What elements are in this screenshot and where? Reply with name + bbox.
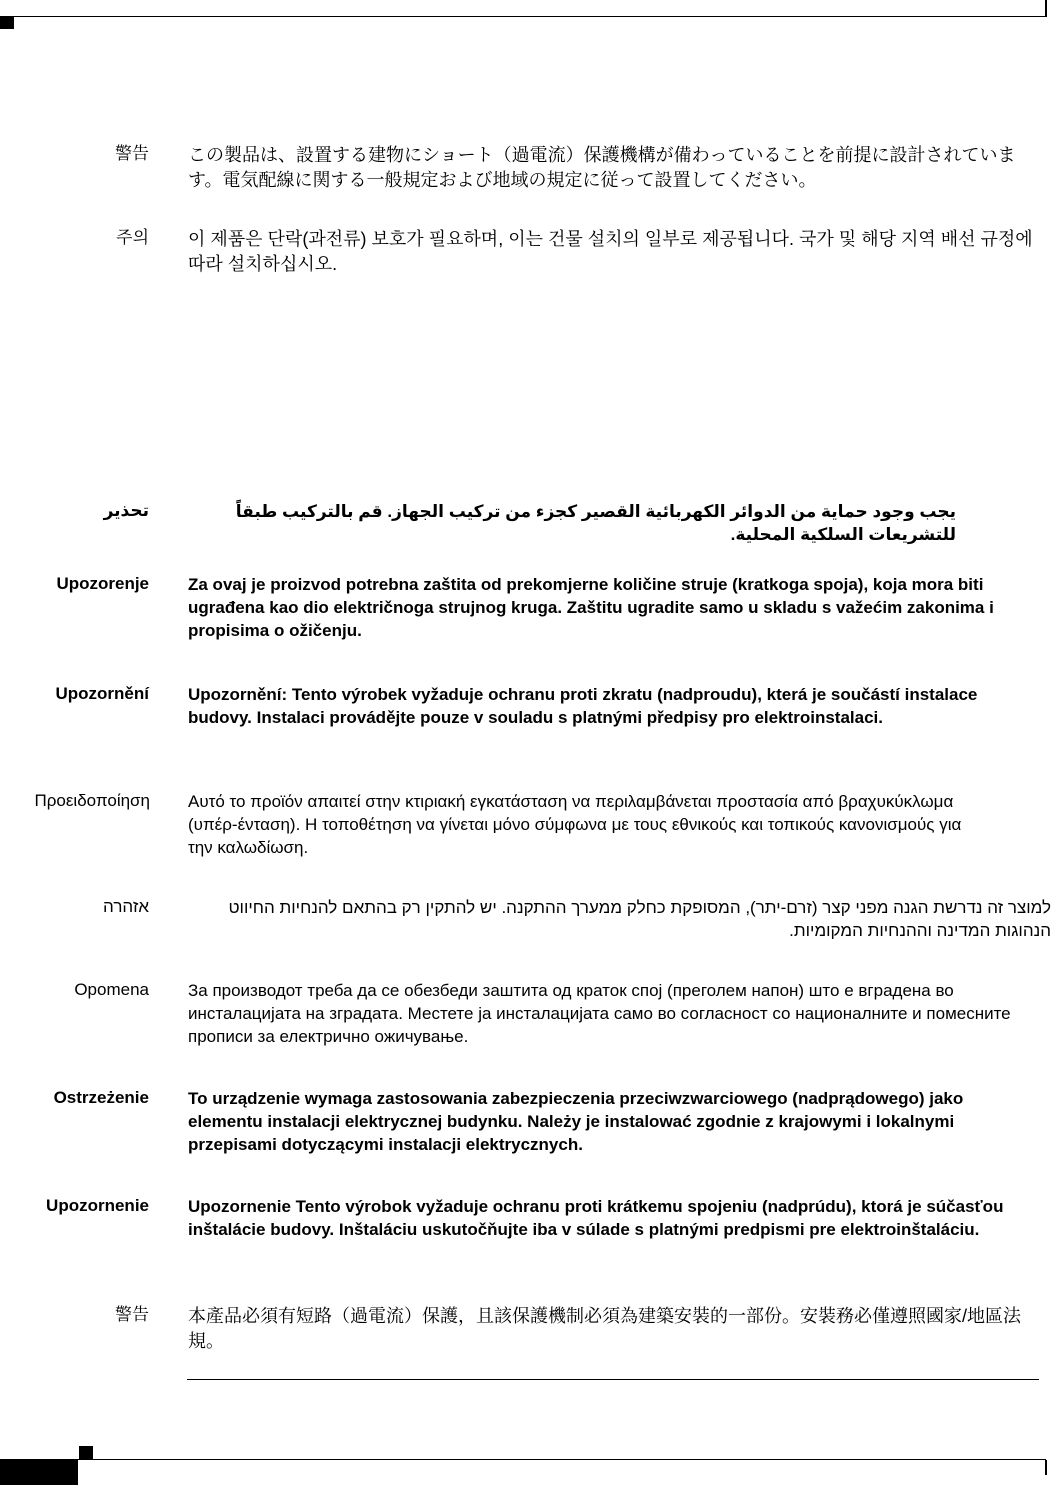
top-right-tick	[1045, 0, 1047, 17]
warning-label: 주의	[116, 228, 149, 247]
warning-label: 警告	[115, 144, 149, 163]
warning-text: Za ovaj je proizvod potrebna zaštita od prekomjerne količine struje (kratkoga spoja), koja mora biti ugrađena kao dio električnoga strujnog kruga. Zaštitu ugradite samo u skladu s važećim zakonima i propisima o ožičenju.	[188, 575, 994, 640]
warning-label: Upozornění	[55, 684, 149, 703]
warning-label: تحذير	[103, 501, 149, 520]
warning-text: يجب وجود حماية من الدوائر الكهربائية القصير كجزء من تركيب الجهاز. قم بالتركيب طبقاً للتشريعات السلكية المحلية.	[235, 502, 956, 544]
warning-label: אזהרה	[103, 897, 149, 916]
top-rule	[0, 16, 1046, 17]
warning-label: Upozorenje	[56, 574, 149, 593]
warning-label: 警告	[115, 1305, 149, 1324]
warning-text: Upozornění: Tento výrobek vyžaduje ochranu proti zkratu (nadproudu), která je součástí instalace budovy. Instalaci provádějte pouze v souladu s platnými předpisy pro elektroinstalaci.	[188, 685, 978, 727]
bottom-small-marker	[79, 1446, 93, 1459]
warning-text: Αυτό το προϊόν απαιτεί στην κτιριακή εγκατάσταση να περιλαμβάνεται προστασία από βραχυκύκλωμα (υπέρ-ένταση). Η τοποθέτηση να γίνεται μόνο σύμφωνα με τους εθνικούς και τοπικούς κανονισμούς για την καλωδίωση.	[188, 792, 962, 857]
bottom-rule	[0, 1459, 1046, 1460]
warning-label: Προειδοποίηση	[34, 791, 150, 810]
warning-text: この製品は、設置する建物にショート（過電流）保護機構が備わっていることを前提に設計されています。電気配線に関する一般規定および地域の規定に従って設置してください。	[188, 145, 1016, 190]
top-left-marker	[0, 17, 14, 29]
warning-text: למוצר זה נדרשת הגנה מפני קצר (זרם-יתר), המסופקת כחלק ממערך ההתקנה. יש להתקין רק בהתאם להנחיות החיווט הנהוגות המדינה וההנחיות המקומיות.	[228, 898, 1051, 940]
warning-text: Upozornenie Tento výrobok vyžaduje ochranu proti krátkemu spojeniu (nadprúdu), ktorá je súčasťou inštalácie budovy. Inštaláciu uskutočňujte iba v súlade s platnými predpismi pre elektroinštaláciu.	[188, 1197, 1004, 1239]
warning-text: За производот треба да се обезбеди заштита од краток спој (преголем напон) што е вградена во инсталацијата на зградата. Местете ја инсталацијата само во согласност со националните и помесните прописи за електрично ожичување.	[188, 981, 1011, 1046]
warning-label: Opomena	[74, 980, 149, 999]
warning-text: 이 제품은 단락(과전류) 보호가 필요하며, 이는 건물 설치의 일부로 제공됩니다. 국가 및 해당 지역 배선 규정에 따라 설치하십시오.	[188, 229, 1033, 274]
warning-label: Ostrzeżenie	[53, 1088, 149, 1107]
bottom-right-tick	[1045, 1460, 1047, 1475]
bottom-page-tab	[0, 1460, 78, 1485]
warning-label: Upozornenie	[46, 1196, 149, 1215]
warning-text: To urządzenie wymaga zastosowania zabezpieczenia przeciwzwarciowego (nadprądowego) jako elementu instalacji elektrycznej budynku. Należy je instalować zgodnie z krajowymi i lokalnymi przepisami dotyczącymi instalacji elektrycznych.	[188, 1089, 964, 1154]
section-end-rule	[187, 1379, 1039, 1380]
warning-text: 本產品必須有短路（過電流）保護，且該保護機制必須為建築安裝的一部份。安裝務必僅遵照國家/地區法規。	[188, 1306, 1021, 1351]
